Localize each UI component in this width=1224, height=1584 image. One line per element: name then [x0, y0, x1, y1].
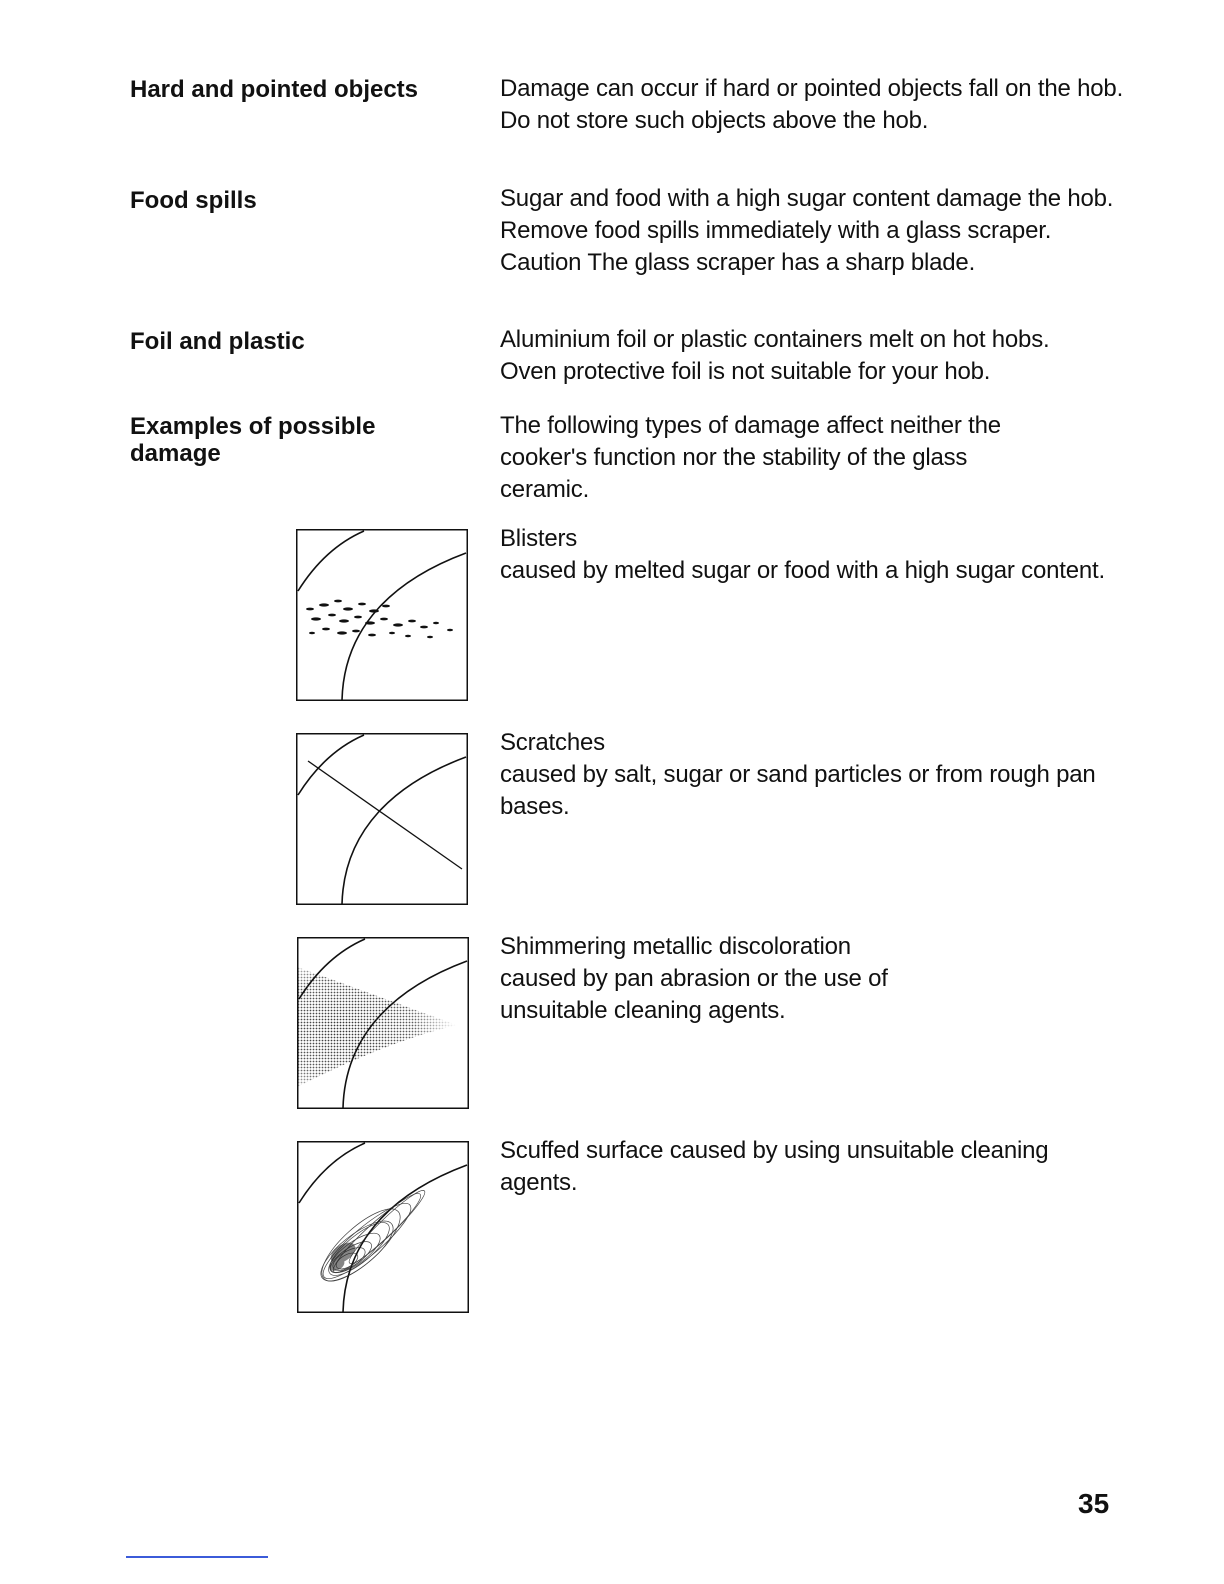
section-food-spills-text [500, 183, 1125, 279]
paragraph: Caution The glass scraper has a sharp blade. [500, 249, 976, 276]
paragraph: Do not store such objects above the hob. [500, 107, 929, 134]
heading-hard-pointed-objects: Hard and pointed objects [130, 76, 419, 103]
discoloration-text [500, 931, 1125, 1027]
damage-description: caused by salt, sugar or sand particles or from rough pan bases. [500, 761, 1096, 820]
heading-foil-and-plastic: Foil and plastic [130, 328, 305, 355]
scuffed-illustration [297, 1141, 469, 1313]
scuffed-text [500, 1135, 1125, 1199]
damage-description: caused by pan abrasion or the use of unsuitable cleaning agents. [500, 965, 888, 1024]
discoloration-illustration [297, 937, 469, 1109]
damage-title: Blisters [500, 525, 578, 552]
scratches-text [500, 727, 1125, 823]
blisters-illustration [296, 529, 468, 701]
damage-title: Shimmering metallic discoloration [500, 933, 851, 960]
page-number: 35 [1078, 1488, 1110, 1519]
paragraph: Damage can occur if hard or pointed objects fall on the hob. [500, 75, 1124, 102]
scratches-illustration [296, 733, 468, 905]
heading-examples-of-damage: Examples of possible damage [130, 413, 376, 467]
footer-rule [126, 1556, 268, 1558]
section-examples-text [500, 410, 1060, 506]
heading-food-spills: Food spills [130, 187, 257, 214]
paragraph: Sugar and food with a high sugar content damage the hob. Remove food spills immediately with a glass scraper. [500, 185, 1114, 244]
damage-title: Scuffed surface caused by using unsuitable cleaning agents. [500, 1137, 1049, 1196]
damage-title: Scratches [500, 729, 605, 756]
section-foil-and-plastic-text [500, 324, 1125, 388]
section-hard-pointed-objects-text [500, 73, 1125, 137]
blisters-text [500, 523, 1125, 587]
paragraph: Oven protective foil is not suitable for your hob. [500, 358, 991, 385]
paragraph: Aluminium foil or plastic containers melt on hot hobs. [500, 326, 1050, 353]
damage-description: caused by melted sugar or food with a high sugar content. [500, 557, 1105, 584]
paragraph: The following types of damage affect neither the cooker's function nor the stability of the glass ceramic. [500, 412, 1001, 503]
